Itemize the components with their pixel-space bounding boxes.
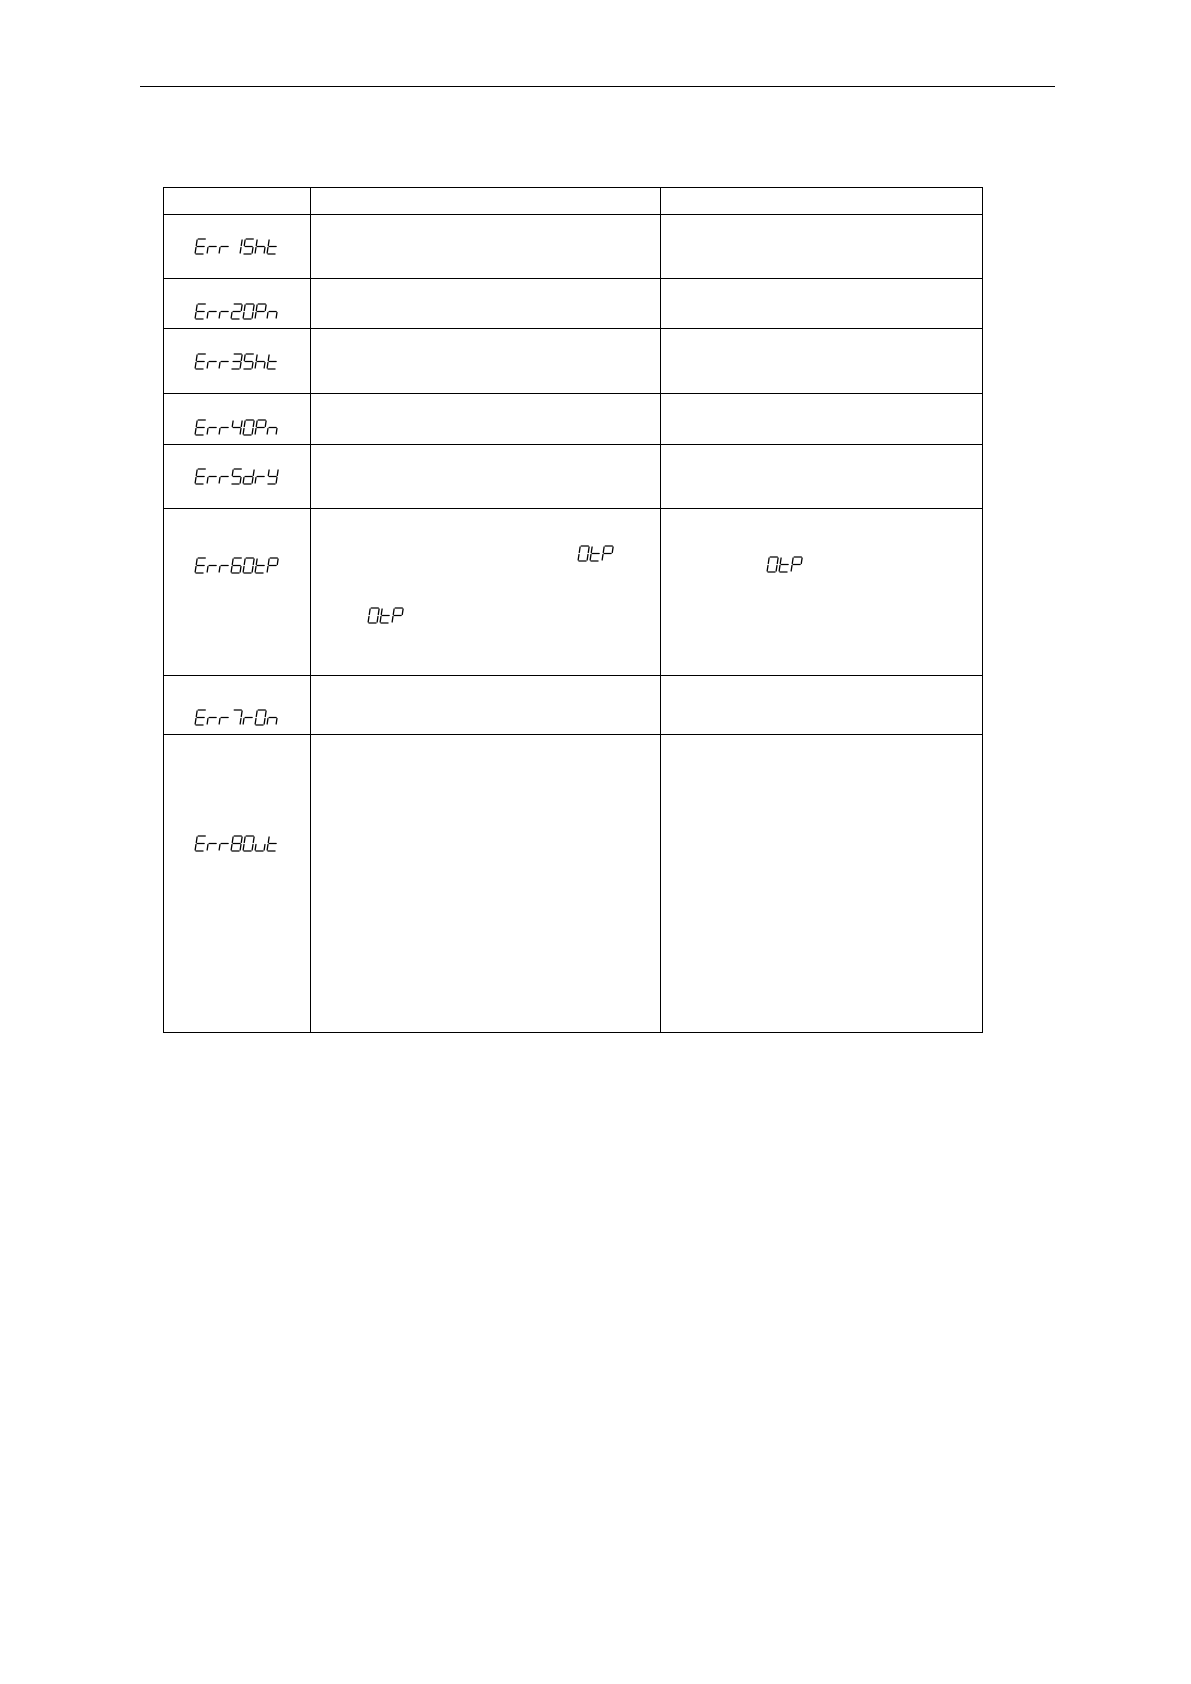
seg-c [240, 478, 241, 484]
seg-display-err1sht [192, 236, 282, 257]
seg-e [207, 845, 208, 851]
seg-e [267, 845, 268, 851]
seg-c [252, 845, 253, 851]
code-cell [164, 509, 311, 676]
seg-e [267, 567, 268, 573]
seg-f [768, 558, 769, 564]
seg-b [378, 609, 379, 615]
seg-b [588, 547, 589, 553]
seg-e [231, 313, 232, 319]
header-code [164, 188, 311, 215]
cause-cell [311, 215, 661, 279]
seg-e [243, 429, 244, 435]
seg-e [195, 478, 196, 484]
seg-display-err3sht [192, 351, 282, 372]
seg-display-err2opn [192, 301, 282, 322]
code-cell [164, 676, 311, 735]
seg-e [255, 567, 256, 573]
cause-cell [311, 279, 661, 329]
seg-f [196, 711, 197, 717]
seg-e [231, 845, 232, 851]
table-row [164, 329, 983, 394]
seg-e [243, 478, 244, 484]
table-row [164, 215, 983, 279]
seg-display-otp [365, 605, 407, 626]
seg-e [267, 248, 268, 254]
seg-f [244, 559, 245, 565]
seg-f [268, 837, 269, 843]
seg-b [241, 355, 242, 361]
header-cause [311, 188, 661, 215]
seg-b [265, 711, 266, 717]
seg-b [277, 470, 278, 476]
seg-f [232, 559, 233, 565]
seg-c [252, 362, 253, 368]
seg-b [402, 609, 403, 615]
seg-f [196, 421, 197, 427]
solution-cell [661, 445, 983, 509]
table-row [164, 509, 983, 676]
seg-c [776, 566, 777, 572]
seg-display-err6otp [192, 555, 282, 576]
table-row [164, 394, 983, 445]
seg-f [381, 609, 382, 615]
seg-f [792, 558, 793, 564]
seg-c [252, 429, 253, 435]
seg-e [243, 313, 244, 319]
seg-e [195, 567, 196, 573]
seg-f [244, 305, 245, 311]
seg-e [267, 719, 268, 725]
code-cell [164, 735, 311, 1033]
seg-f [196, 305, 197, 311]
seg-b [253, 559, 254, 565]
seg-e [207, 429, 208, 435]
seg-b [253, 470, 254, 476]
seg-c [264, 719, 265, 725]
solution-cell [661, 676, 983, 735]
seg-f [196, 355, 197, 361]
seg-f [591, 547, 592, 553]
cause-cell [311, 676, 661, 735]
seg-e [207, 362, 208, 368]
seg-e [207, 719, 208, 725]
seg-display-err7ron [192, 707, 282, 728]
table-header-row [164, 188, 983, 215]
seg-b [241, 711, 242, 717]
seg-f [369, 609, 370, 615]
seg-e [767, 566, 768, 572]
solution-cell [661, 394, 983, 445]
table-row [164, 445, 983, 509]
seg-e [243, 719, 244, 725]
table-row [164, 279, 983, 329]
seg-c [252, 248, 253, 254]
cause-cell [311, 329, 661, 394]
seg-f [244, 355, 245, 361]
seg-f [256, 355, 257, 361]
seg-f [196, 240, 197, 246]
error-code-table [163, 187, 983, 1033]
seg-b [277, 559, 278, 565]
seg-b [241, 240, 242, 246]
seg-f [579, 547, 580, 553]
seg-f [244, 421, 245, 427]
seg-c [252, 313, 253, 319]
cause-cell [311, 445, 661, 509]
seg-e [255, 845, 256, 851]
table-row [164, 735, 983, 1033]
seg-b [801, 558, 802, 564]
seg-e [255, 478, 256, 484]
seg-e [207, 478, 208, 484]
seg-e [255, 719, 256, 725]
seg-f [256, 559, 257, 565]
seg-e [195, 362, 196, 368]
seg-e [267, 362, 268, 368]
seg-e [380, 617, 381, 623]
seg-c [240, 567, 241, 573]
seg-f [780, 558, 781, 564]
seg-e [219, 478, 220, 484]
seg-e [368, 617, 369, 623]
seg-e [219, 567, 220, 573]
seg-c [276, 313, 277, 319]
solution-cell [661, 279, 983, 329]
cause-cell [311, 509, 661, 676]
code-cell [164, 215, 311, 279]
seg-e [255, 362, 256, 368]
seg-c [252, 567, 253, 573]
seg-b [253, 305, 254, 311]
solution-cell [661, 329, 983, 394]
seg-display-err8out [192, 833, 282, 854]
seg-f [256, 421, 257, 427]
seg-e [392, 617, 393, 623]
seg-c [264, 845, 265, 851]
seg-e [255, 248, 256, 254]
code-cell [164, 394, 311, 445]
seg-c [587, 555, 588, 561]
seg-e [207, 248, 208, 254]
seg-display-err4opn [192, 417, 282, 438]
seg-b [241, 837, 242, 843]
seg-b [265, 421, 266, 427]
seg-display-err5dry [192, 466, 282, 487]
seg-c [276, 429, 277, 435]
seg-e [791, 566, 792, 572]
seg-c [276, 478, 277, 484]
seg-c [264, 248, 265, 254]
seg-e [231, 567, 232, 573]
seg-f [268, 240, 269, 246]
seg-e [578, 555, 579, 561]
seg-b [253, 837, 254, 843]
seg-e [219, 248, 220, 254]
seg-c [240, 845, 241, 851]
seg-f [196, 559, 197, 565]
seg-c [240, 719, 241, 725]
seg-c [240, 362, 241, 368]
seg-e [255, 313, 256, 319]
seg-e [219, 845, 220, 851]
solution-cell [661, 215, 983, 279]
seg-f [244, 837, 245, 843]
seg-b [265, 305, 266, 311]
seg-f [268, 470, 269, 476]
seg-c [240, 248, 241, 254]
seg-b [241, 421, 242, 427]
code-cell [164, 279, 311, 329]
seg-display-otp [575, 543, 617, 564]
seg-f [256, 305, 257, 311]
seg-e [255, 429, 256, 435]
seg-e [195, 313, 196, 319]
seg-b [612, 547, 613, 553]
seg-e [590, 555, 591, 561]
seg-f [256, 240, 257, 246]
seg-c [264, 362, 265, 368]
seg-f [232, 837, 233, 843]
seg-e [219, 429, 220, 435]
code-cell [164, 445, 311, 509]
seg-e [207, 567, 208, 573]
code-cell [164, 329, 311, 394]
seg-e [195, 845, 196, 851]
seg-display-otp [764, 554, 806, 575]
seg-f [232, 470, 233, 476]
seg-e [267, 429, 268, 435]
seg-e [243, 845, 244, 851]
solution-cell [661, 509, 983, 676]
seg-b [777, 558, 778, 564]
seg-c [377, 617, 378, 623]
seg-c [252, 478, 253, 484]
seg-e [219, 362, 220, 368]
seg-f [603, 547, 604, 553]
seg-b [241, 305, 242, 311]
header-rule [140, 86, 1055, 87]
seg-e [219, 313, 220, 319]
header-solution [661, 188, 983, 215]
seg-f [393, 609, 394, 615]
seg-e [779, 566, 780, 572]
seg-e [195, 429, 196, 435]
seg-e [219, 719, 220, 725]
seg-e [195, 719, 196, 725]
seg-e [207, 313, 208, 319]
seg-f [196, 470, 197, 476]
solution-cell [661, 735, 983, 1033]
seg-f [232, 421, 233, 427]
seg-e [602, 555, 603, 561]
seg-f [244, 240, 245, 246]
seg-b [253, 421, 254, 427]
cause-cell [311, 394, 661, 445]
seg-c [240, 429, 241, 435]
seg-f [256, 711, 257, 717]
table-row [164, 676, 983, 735]
seg-f [268, 355, 269, 361]
seg-c [276, 719, 277, 725]
seg-e [195, 248, 196, 254]
cause-cell [311, 735, 661, 1033]
seg-e [243, 567, 244, 573]
seg-e [267, 313, 268, 319]
seg-f [196, 837, 197, 843]
seg-f [268, 559, 269, 565]
